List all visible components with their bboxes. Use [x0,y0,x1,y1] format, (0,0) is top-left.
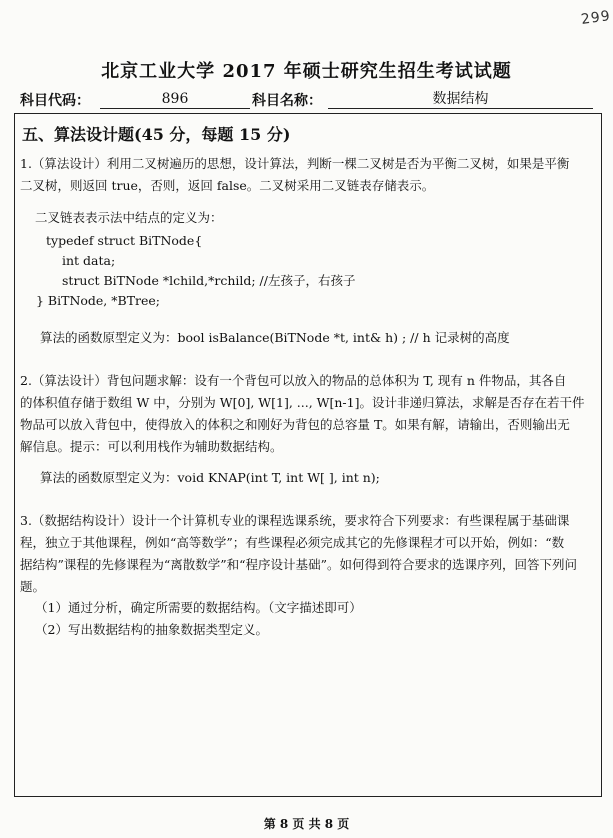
sub-question: （1）通过分析，确定所需要的数据结构。（文字描述即可） [35,600,362,615]
question-2-line: 物品可以放入背包中，使得放入的体积之和刚好为背包的总容量 T。如果有解，请输出，否则输出无 [20,417,570,432]
question-3-subquestions [35,597,611,641]
subject-line [20,90,595,112]
code-block [0,231,355,311]
page-footer: 第 8 页 共 8 页 [263,817,350,831]
question-3-line: 3.（数据结构设计）设计一个计算机专业的课程选课系统，要求符合下列要求：有些课程属于基础课 [20,513,570,528]
sub-question: （2）写出数据结构的抽象数据类型定义。 [35,622,268,637]
subject-name-label: 科目名称： [252,93,322,109]
question-2-line: 解信息。提示：可以利用栈作为辅助数据结构。 [20,439,283,454]
question-2 [20,370,596,458]
function-prototype: 算法的函数原型定义为：bool isBalance(BiTNode *t, int& h) ; // h 记录树的高度 [40,330,510,345]
question-2-line: 2.（算法设计）背包问题求解：设有一个背包可以放入的物品的总体积为 T, 现有 n 件物品，其各自 [20,373,567,388]
question-1-line: 1.（算法设计）利用二叉树遍历的思想，设计算法，判断一棵二叉树是否为平衡二叉树，如果是平衡 [20,156,570,171]
subject-code-value: 896 [100,90,250,109]
code-line: struct BiTNode *lchild,*rchild; //左孩子，右孩子 [62,273,356,288]
exam-title: 北京工业大学 2017 年硕士研究生招生考试试题 [101,61,512,82]
question-1-prototype [40,327,613,349]
question-1-definition [35,207,611,229]
function-prototype: 算法的函数原型定义为：void KNAP(int T, int W[ ], int n); [40,470,380,485]
question-2-line: 的体积值存储于数组 W 中，分别为 W[0], W[1], ..., W[n-1]。设计非递归算法，求解是否存在若干件 [20,395,585,410]
code-line: } BiTNode, *BTree; [36,293,161,308]
question-3-line: 据结构”课程的先修课程为“离散数学”和“程序设计基础”。如何得到符合要求的选课序列，回答下列问 [20,557,577,572]
definition-intro: 二叉链表表示法中结点的定义为： [35,210,223,225]
section-title: 五、算法设计题(45 分，每题 15 分) [22,125,291,144]
question-2-prototype [40,467,613,489]
question-3 [20,510,596,598]
handwritten-page-number: 299 [580,8,612,28]
code-line: typedef struct BiTNode{ [46,233,203,248]
question-1 [20,153,596,197]
subject-name-value: 数据结构 [328,90,593,109]
question-3-line: 程，独立于其他课程，例如“高等数学”；有些课程必须完成其它的先修课程才可以开始，例如：“数 [20,535,565,550]
question-3-line: 题。 [20,579,46,594]
subject-code-label: 科目代码： [20,93,90,109]
code-line: int data; [62,253,116,268]
question-1-line: 二叉树，则返回 true，否则，返回 false。二叉树采用二叉链表存储表示。 [20,178,435,193]
